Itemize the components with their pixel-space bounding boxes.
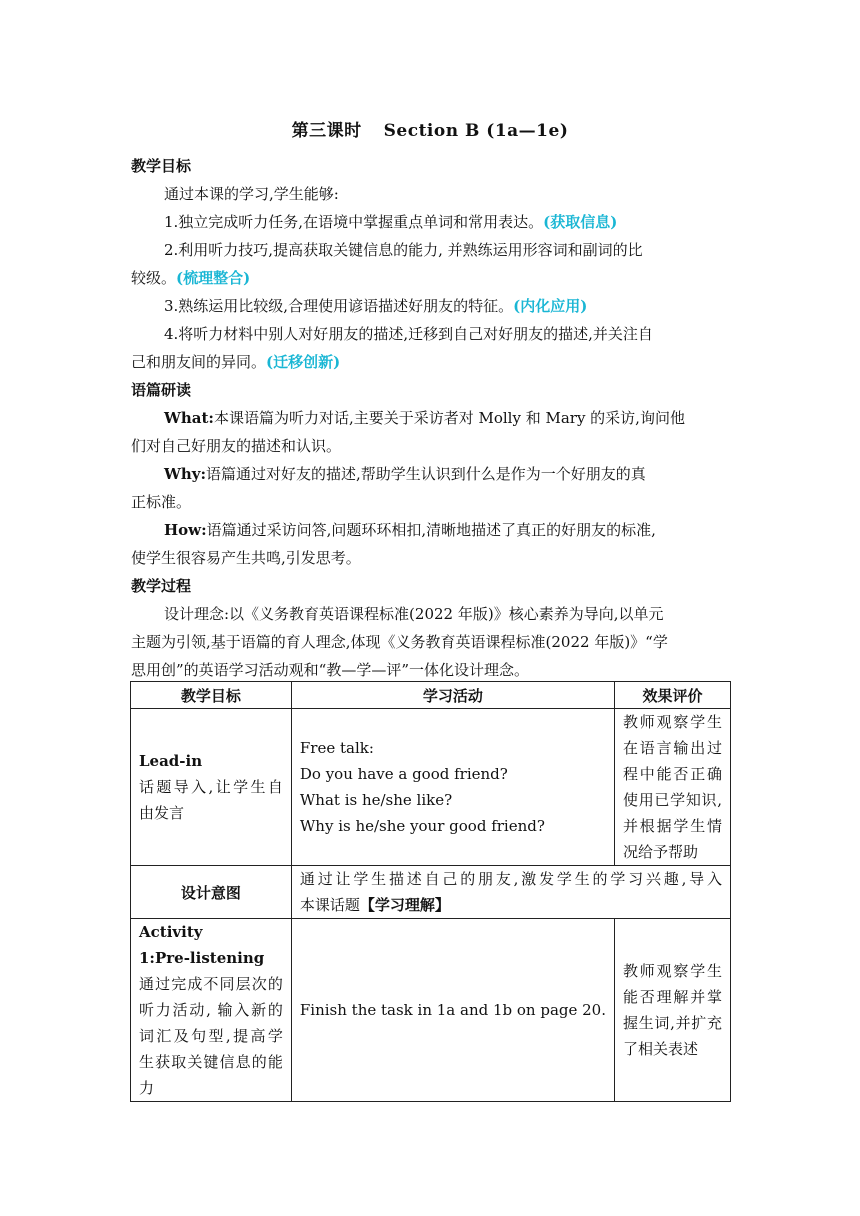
how-label: How: bbox=[164, 521, 207, 539]
objective-tag-2: (梳理整合) bbox=[176, 269, 251, 287]
row2-eval: 教师观察学生 能否理解并掌 握生词,并扩充 了相关表述 bbox=[615, 919, 731, 1102]
what-label: What: bbox=[164, 409, 214, 427]
header-goal: 教学目标 bbox=[131, 682, 292, 709]
row1-activity: Free talk: Do you have a good friend? What is he/she like? Why is he/she your good friend? bbox=[291, 709, 614, 866]
objectives-heading: 教学目标 bbox=[131, 157, 192, 175]
why-label: Why: bbox=[164, 465, 207, 483]
objective-item-3: 3.熟练运用比较级,合理使用谚语描述好朋友的特征。(内化应用) bbox=[164, 297, 588, 315]
objective-item-4-line1: 4.将听力材料中别人对好朋友的描述,迁移到自己对好朋友的描述,并关注自 bbox=[164, 325, 653, 343]
analysis-what-line1: What:本课语篇为听力对话,主要关于采访者对 Molly 和 Mary 的采访,询问他 bbox=[164, 409, 685, 427]
page-title bbox=[0, 116, 860, 141]
analysis-why-line2: 正标准。 bbox=[131, 493, 192, 511]
title-main: Section B (1a—1e) bbox=[383, 121, 569, 141]
row1-goal-title: Lead-in bbox=[139, 752, 203, 770]
analysis-what-line2: 们对自己好朋友的描述和认识。 bbox=[131, 437, 342, 455]
row2-goal: Activity 1:Pre-listening 通过完成不同层次的 听力活动, 输入新的 词汇及句型,提高学 生获取关键信息的能 力 bbox=[131, 919, 292, 1102]
process-line2: 主题为引领,基于语篇的育人理念,体现《义务教育英语课程标准(2022 年版)》“学 bbox=[131, 633, 668, 651]
header-eval: 效果评价 bbox=[615, 682, 731, 709]
analysis-heading: 语篇研读 bbox=[131, 381, 192, 399]
objective-item-2-line2: 较级。(梳理整合) bbox=[131, 269, 251, 287]
table-row bbox=[131, 866, 731, 919]
table-row bbox=[131, 919, 731, 1102]
objective-tag-4: (迁移创新) bbox=[266, 353, 341, 371]
objectives-intro: 通过本课的学习,学生能够: bbox=[164, 185, 339, 203]
process-line1: 设计理念:以《义务教育英语课程标准(2022 年版)》核心素养为导向,以单元 bbox=[164, 605, 664, 623]
analysis-how-line2: 使学生很容易产生共鸣,引发思考。 bbox=[131, 549, 361, 567]
objective-tag-1: (获取信息) bbox=[543, 213, 618, 231]
objective-tag-3: (内化应用) bbox=[513, 297, 588, 315]
design-label: 设计意图 bbox=[131, 866, 292, 919]
table-row bbox=[131, 709, 731, 866]
title-prefix: 第三课时 bbox=[291, 121, 362, 141]
objective-item-1: 1.独立完成听力任务,在语境中掌握重点单词和常用表达。(获取信息) bbox=[164, 213, 618, 231]
lesson-table bbox=[130, 681, 731, 1102]
table-header-row bbox=[131, 682, 731, 709]
design-tag: 【学习理解】 bbox=[359, 896, 450, 914]
row1-goal: Lead-in 话题导入,让学生自 由发言 bbox=[131, 709, 292, 866]
analysis-how-line1: How:语篇通过采访问答,问题环环相扣,清晰地描述了真正的好朋友的标准, bbox=[164, 521, 656, 539]
process-heading: 教学过程 bbox=[131, 577, 192, 595]
analysis-why-line1: Why:语篇通过对好友的描述,帮助学生认识到什么是作为一个好朋友的真 bbox=[164, 465, 646, 483]
row1-eval: 教师观察学生 在语言输出过 程中能否正确 使用已学知识, 并根据学生情 况给予帮助 bbox=[615, 709, 731, 866]
objective-item-4-line2: 己和朋友间的异同。(迁移创新) bbox=[131, 353, 341, 371]
design-content: 通过让学生描述自己的朋友,激发学生的学习兴趣,导入 本课话题【学习理解】 bbox=[291, 866, 730, 919]
objective-item-2-line1: 2.利用听力技巧,提高获取关键信息的能力, 并熟练运用形容词和副词的比 bbox=[164, 241, 643, 259]
process-line3: 思用创”的英语学习活动观和“教—学—评”一体化设计理念。 bbox=[131, 661, 530, 679]
row2-activity: Finish the task in 1a and 1b on page 20. bbox=[291, 919, 614, 1102]
header-activity: 学习活动 bbox=[291, 682, 614, 709]
